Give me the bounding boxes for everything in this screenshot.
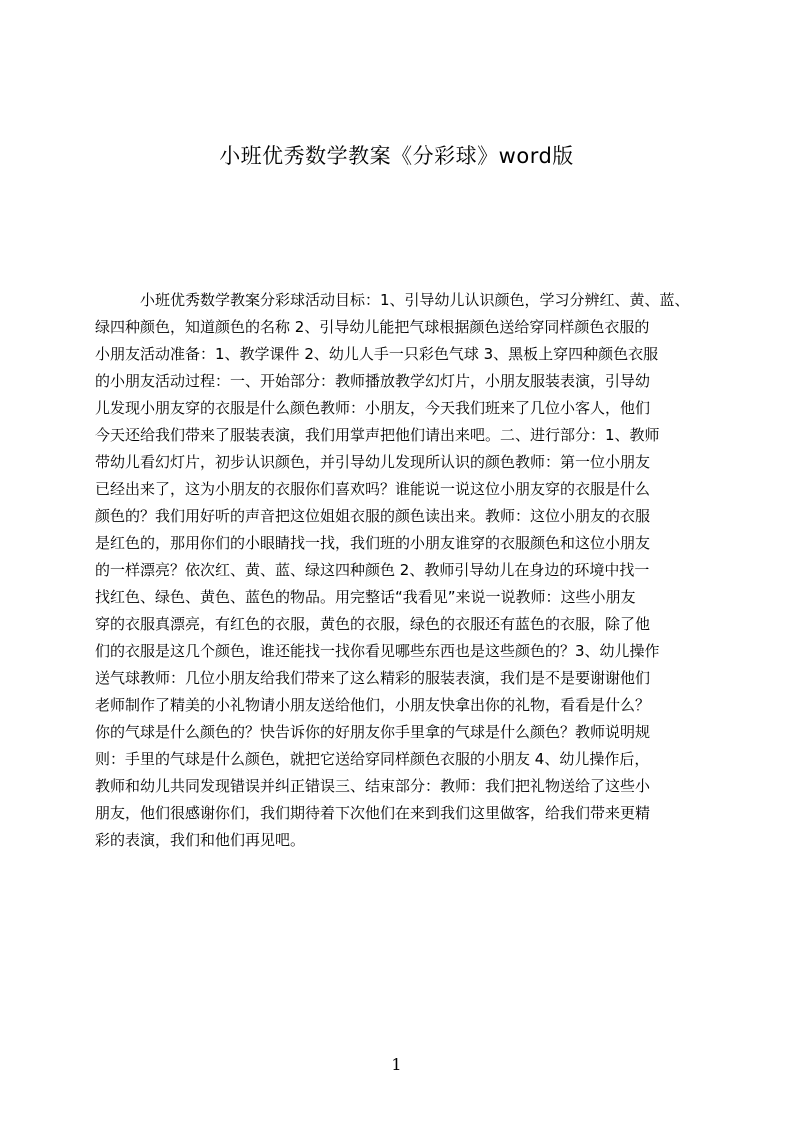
- body-line: 送气球教师：几位小朋友给我们带来了这么精彩的服装表演，我们是不是要谢谢他们: [95, 669, 651, 687]
- body-line: 小朋友活动准备：1、教学课件 2、幼儿人手一只彩色气球 3、黑板上穿四种颜色衣服: [95, 345, 659, 363]
- body-line: 今天还给我们带来了服装表演，我们用掌声把他们请出来吧。二、进行部分：1、教师: [95, 426, 660, 444]
- body-line: 的一样漂亮？依次红、黄、蓝、绿这四种颜色 2、教师引导幼儿在身边的环境中找一: [95, 561, 650, 579]
- body-line: 老师制作了精美的小礼物请小朋友送给他们，小朋友快拿出你的礼物，看看是什么？: [95, 696, 651, 714]
- body-line: 颜色的？我们用好听的声音把这位姐姐衣服的颜色读出来。教师：这位小朋友的衣服: [95, 507, 651, 525]
- document-title: 小班优秀数学教案《分彩球》word版: [219, 144, 574, 168]
- body-line: 彩的表演，我们和他们再见吧。: [95, 831, 306, 849]
- body-line: 朋友，他们很感谢你们，我们期待着下次他们在来到我们这里做客，给我们带来更精: [95, 804, 651, 822]
- body-line: 小班优秀数学教案分彩球活动目标：1、引导幼儿认识颜色，学习分辨红、黄、蓝、: [140, 291, 690, 309]
- body-line: 穿的衣服真漂亮，有红色的衣服，黄色的衣服，绿色的衣服还有蓝色的衣服，除了他: [95, 615, 651, 633]
- body-line: 已经出来了，这为小朋友的衣服你们喜欢吗？谁能说一说这位小朋友穿的衣服是什么: [95, 480, 651, 498]
- body-line: 找红色、绿色、黄色、蓝色的物品。用完整话“我看见”来说一说教师：这些小朋友: [95, 588, 636, 606]
- body-line: 则：手里的气球是什么颜色，就把它送给穿同样颜色衣服的小朋友 4、幼儿操作后，: [95, 750, 650, 768]
- body-line: 是红色的，那用你们的小眼睛找一找，我们班的小朋友谁穿的衣服颜色和这位小朋友: [95, 534, 651, 552]
- body-line: 教师和幼儿共同发现错误并纠正错误三、结束部分：教师：我们把礼物送给了这些小: [95, 777, 651, 795]
- body-line: 你的气球是什么颜色的？快告诉你的好朋友你手里拿的气球是什么颜色？教师说明规: [95, 723, 651, 741]
- page-number: 1: [391, 1055, 402, 1074]
- body-line: 们的衣服是这几个颜色，谁还能找一找你看见哪些东西也是这些颜色的？3、幼儿操作: [95, 642, 660, 660]
- body-line: 的小朋友活动过程：一、开始部分：教师播放教学幻灯片，小朋友服装表演，引导幼: [95, 372, 651, 390]
- body-line: 儿发现小朋友穿的衣服是什么颜色教师：小朋友，今天我们班来了几位小客人，他们: [95, 399, 651, 417]
- body-line: 带幼儿看幻灯片，初步认识颜色，并引导幼儿发现所认识的颜色教师：第一位小朋友: [95, 453, 651, 471]
- body-line: 绿四种颜色，知道颜色的名称 2、引导幼儿能把气球根据颜色送给穿同样颜色衣服的: [95, 318, 650, 336]
